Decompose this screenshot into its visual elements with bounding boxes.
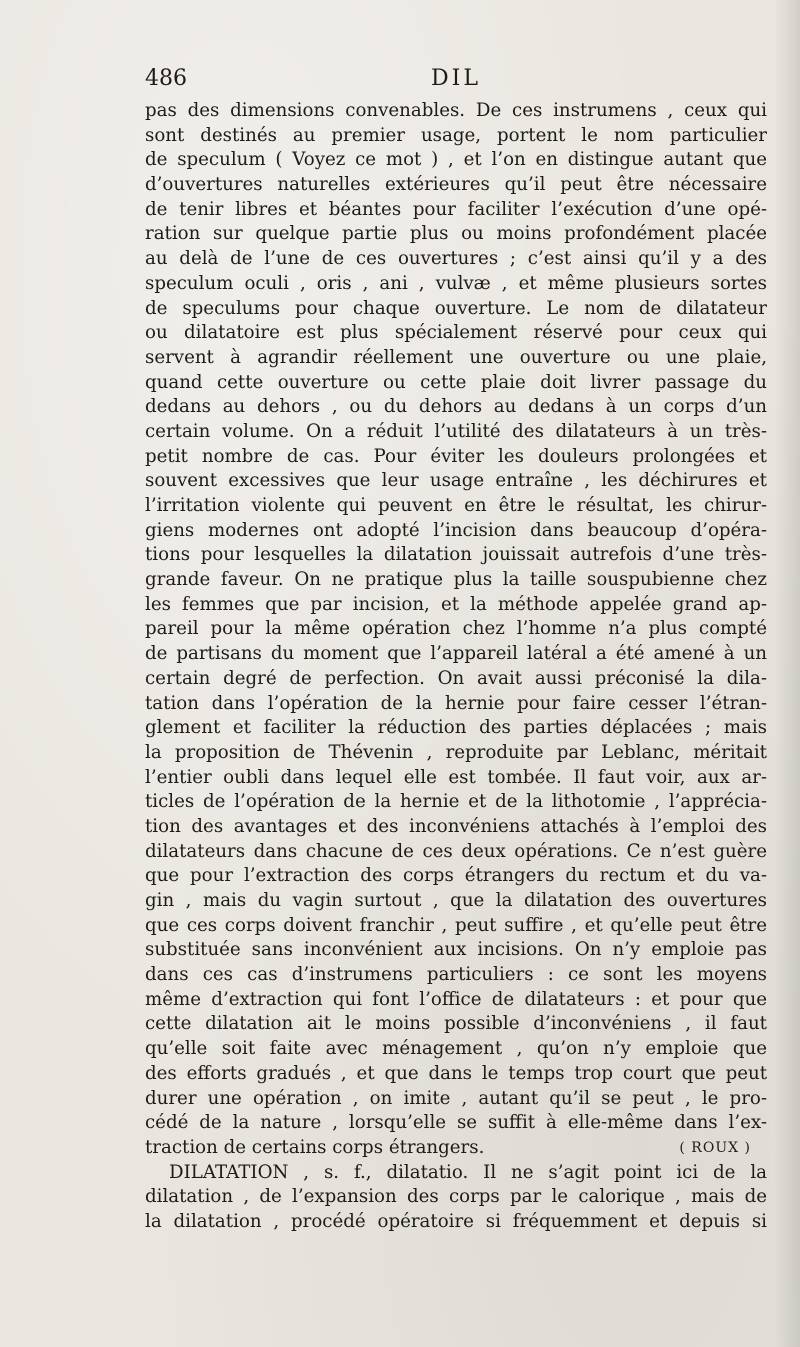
running-head — [145, 62, 767, 96]
text-line: sont destinés au premier usage, portent le nom particulier — [145, 124, 767, 146]
text-line: la dilatation , procédé opératoire si fréquemment et depuis si — [145, 1210, 767, 1232]
text-line: de speculum ( Voyez ce mot ) , et l’on en distingue autant que — [145, 149, 767, 171]
text-line: d’ouvertures naturelles extérieures qu’il peut être nécessaire — [145, 174, 767, 196]
text-line: dedans au dehors , ou du dehors au dedans à un corps d’un — [145, 396, 767, 418]
text-line: que pour l’extraction des corps étrangers du rectum et du va- — [145, 865, 767, 887]
text-line: speculum oculi , oris , ani , vulvæ , et même plusieurs sortes — [145, 272, 767, 294]
text-line: durer une opération , on imite , autant qu’il se peut , le pro- — [145, 1087, 767, 1109]
text-line: souvent excessives que leur usage entraîne , les déchirures et — [145, 470, 767, 492]
text-line: au delà de l’une de ces ouvertures ; c’est ainsi qu’il y a des — [145, 248, 767, 270]
text-line: dilatateurs dans chacune de ces deux opérations. Ce n’est guère — [145, 840, 767, 862]
text-line: giens modernes ont adopté l’incision dans beaucoup d’opéra- — [145, 519, 767, 541]
text-line: ticles de l’opération de la hernie et de la lithotomie , l’apprécia- — [145, 791, 767, 813]
text-line-with-signature — [145, 1136, 767, 1161]
text-line: la proposition de Thévenin , reproduite par Leblanc, méritait — [145, 741, 767, 763]
text-line: tion des avantages et des inconvéniens attachés à l’emploi des — [145, 815, 767, 837]
text-line: qu’elle soit faite avec ménagement , qu’on n’y emploie que — [145, 1038, 767, 1060]
text-line: gin , mais du vagin surtout , que la dilatation des ouvertures — [145, 890, 767, 911]
body-text — [145, 99, 767, 1235]
text-line: des efforts gradués , et que dans le temps trop court que peut — [145, 1062, 767, 1084]
text-line: l’entier oubli dans lequel elle est tombée. Il faut voir, aux ar- — [145, 766, 767, 788]
text-line: cette dilatation ait le moins possible d’inconvéniens , il faut — [145, 1013, 767, 1035]
text-line: les femmes que par incision, et la méthode appelée grand ap- — [145, 593, 767, 615]
text-line: quand cette ouverture ou cette plaie doit livrer passage du — [145, 371, 767, 393]
text-line: de partisans du moment que l’appareil latéral a été amené à un — [145, 643, 767, 665]
text-line: ou dilatatoire est plus spécialement réservé pour ceux qui — [145, 322, 767, 344]
text-line: substituée sans inconvénient aux incisions. On n’y emploie pas — [145, 939, 767, 961]
text-line: petit nombre de cas. Pour éviter les douleurs prolongées et — [145, 445, 767, 467]
text-line: ration sur quelque partie plus ou moins profondément placée — [145, 223, 767, 245]
text-line: certain degré de perfection. On avait aussi préconisé la dila- — [145, 667, 767, 689]
running-title: DIL — [431, 66, 481, 91]
author-signature: ( ROUX ) — [679, 1139, 751, 1156]
page-edge-shadow — [774, 0, 800, 1347]
text-line: certain volume. On a réduit l’utilité des dilatateurs à un très- — [145, 420, 767, 442]
text-line: glement et faciliter la réduction des parties déplacées ; mais — [145, 717, 767, 739]
text-line: cédé de la nature , lorsqu’elle se suffit à elle-même dans l’ex- — [145, 1112, 767, 1134]
text-line: dans ces cas d’instrumens particuliers : ce sont les moyens — [145, 964, 767, 986]
text-line: dilatation , de l’expansion des corps par le calorique , mais de — [145, 1186, 767, 1208]
entry-heading-line: DILATATION , s. f., dilatatio. Il ne s’agit point ici de la — [169, 1161, 767, 1183]
text-line: de speculums pour chaque ouverture. Le nom de dilatateur — [145, 297, 767, 319]
text-line: pas des dimensions convenables. De ces instrumens , ceux qui — [145, 100, 767, 121]
text-line: pareil pour la même opération chez l’homme n’a plus compté — [145, 618, 767, 640]
text-line: l’irritation violente qui peuvent en être le résultat, les chirur- — [145, 495, 767, 516]
text-line-final: traction de certains corps étrangers. — [145, 1136, 485, 1158]
page-number: 486 — [145, 66, 187, 91]
text-line: de tenir libres et béantes pour faciliter l’exécution d’une opé- — [145, 198, 767, 220]
text-line: tation dans l’opération de la hernie pour faire cesser l’étran- — [145, 692, 767, 714]
text-line: tions pour lesquelles la dilatation jouissait autrefois d’une très- — [145, 544, 767, 566]
text-line: même d’extraction qui font l’office de dilatateurs : et pour que — [145, 988, 767, 1010]
text-line: servent à agrandir réellement une ouverture ou une plaie, — [145, 346, 767, 368]
text-line: grande faveur. On ne pratique plus la taille souspubienne chez — [145, 569, 767, 591]
text-line: que ces corps doivent franchir , peut suffire , et qu’elle peut être — [145, 914, 767, 936]
